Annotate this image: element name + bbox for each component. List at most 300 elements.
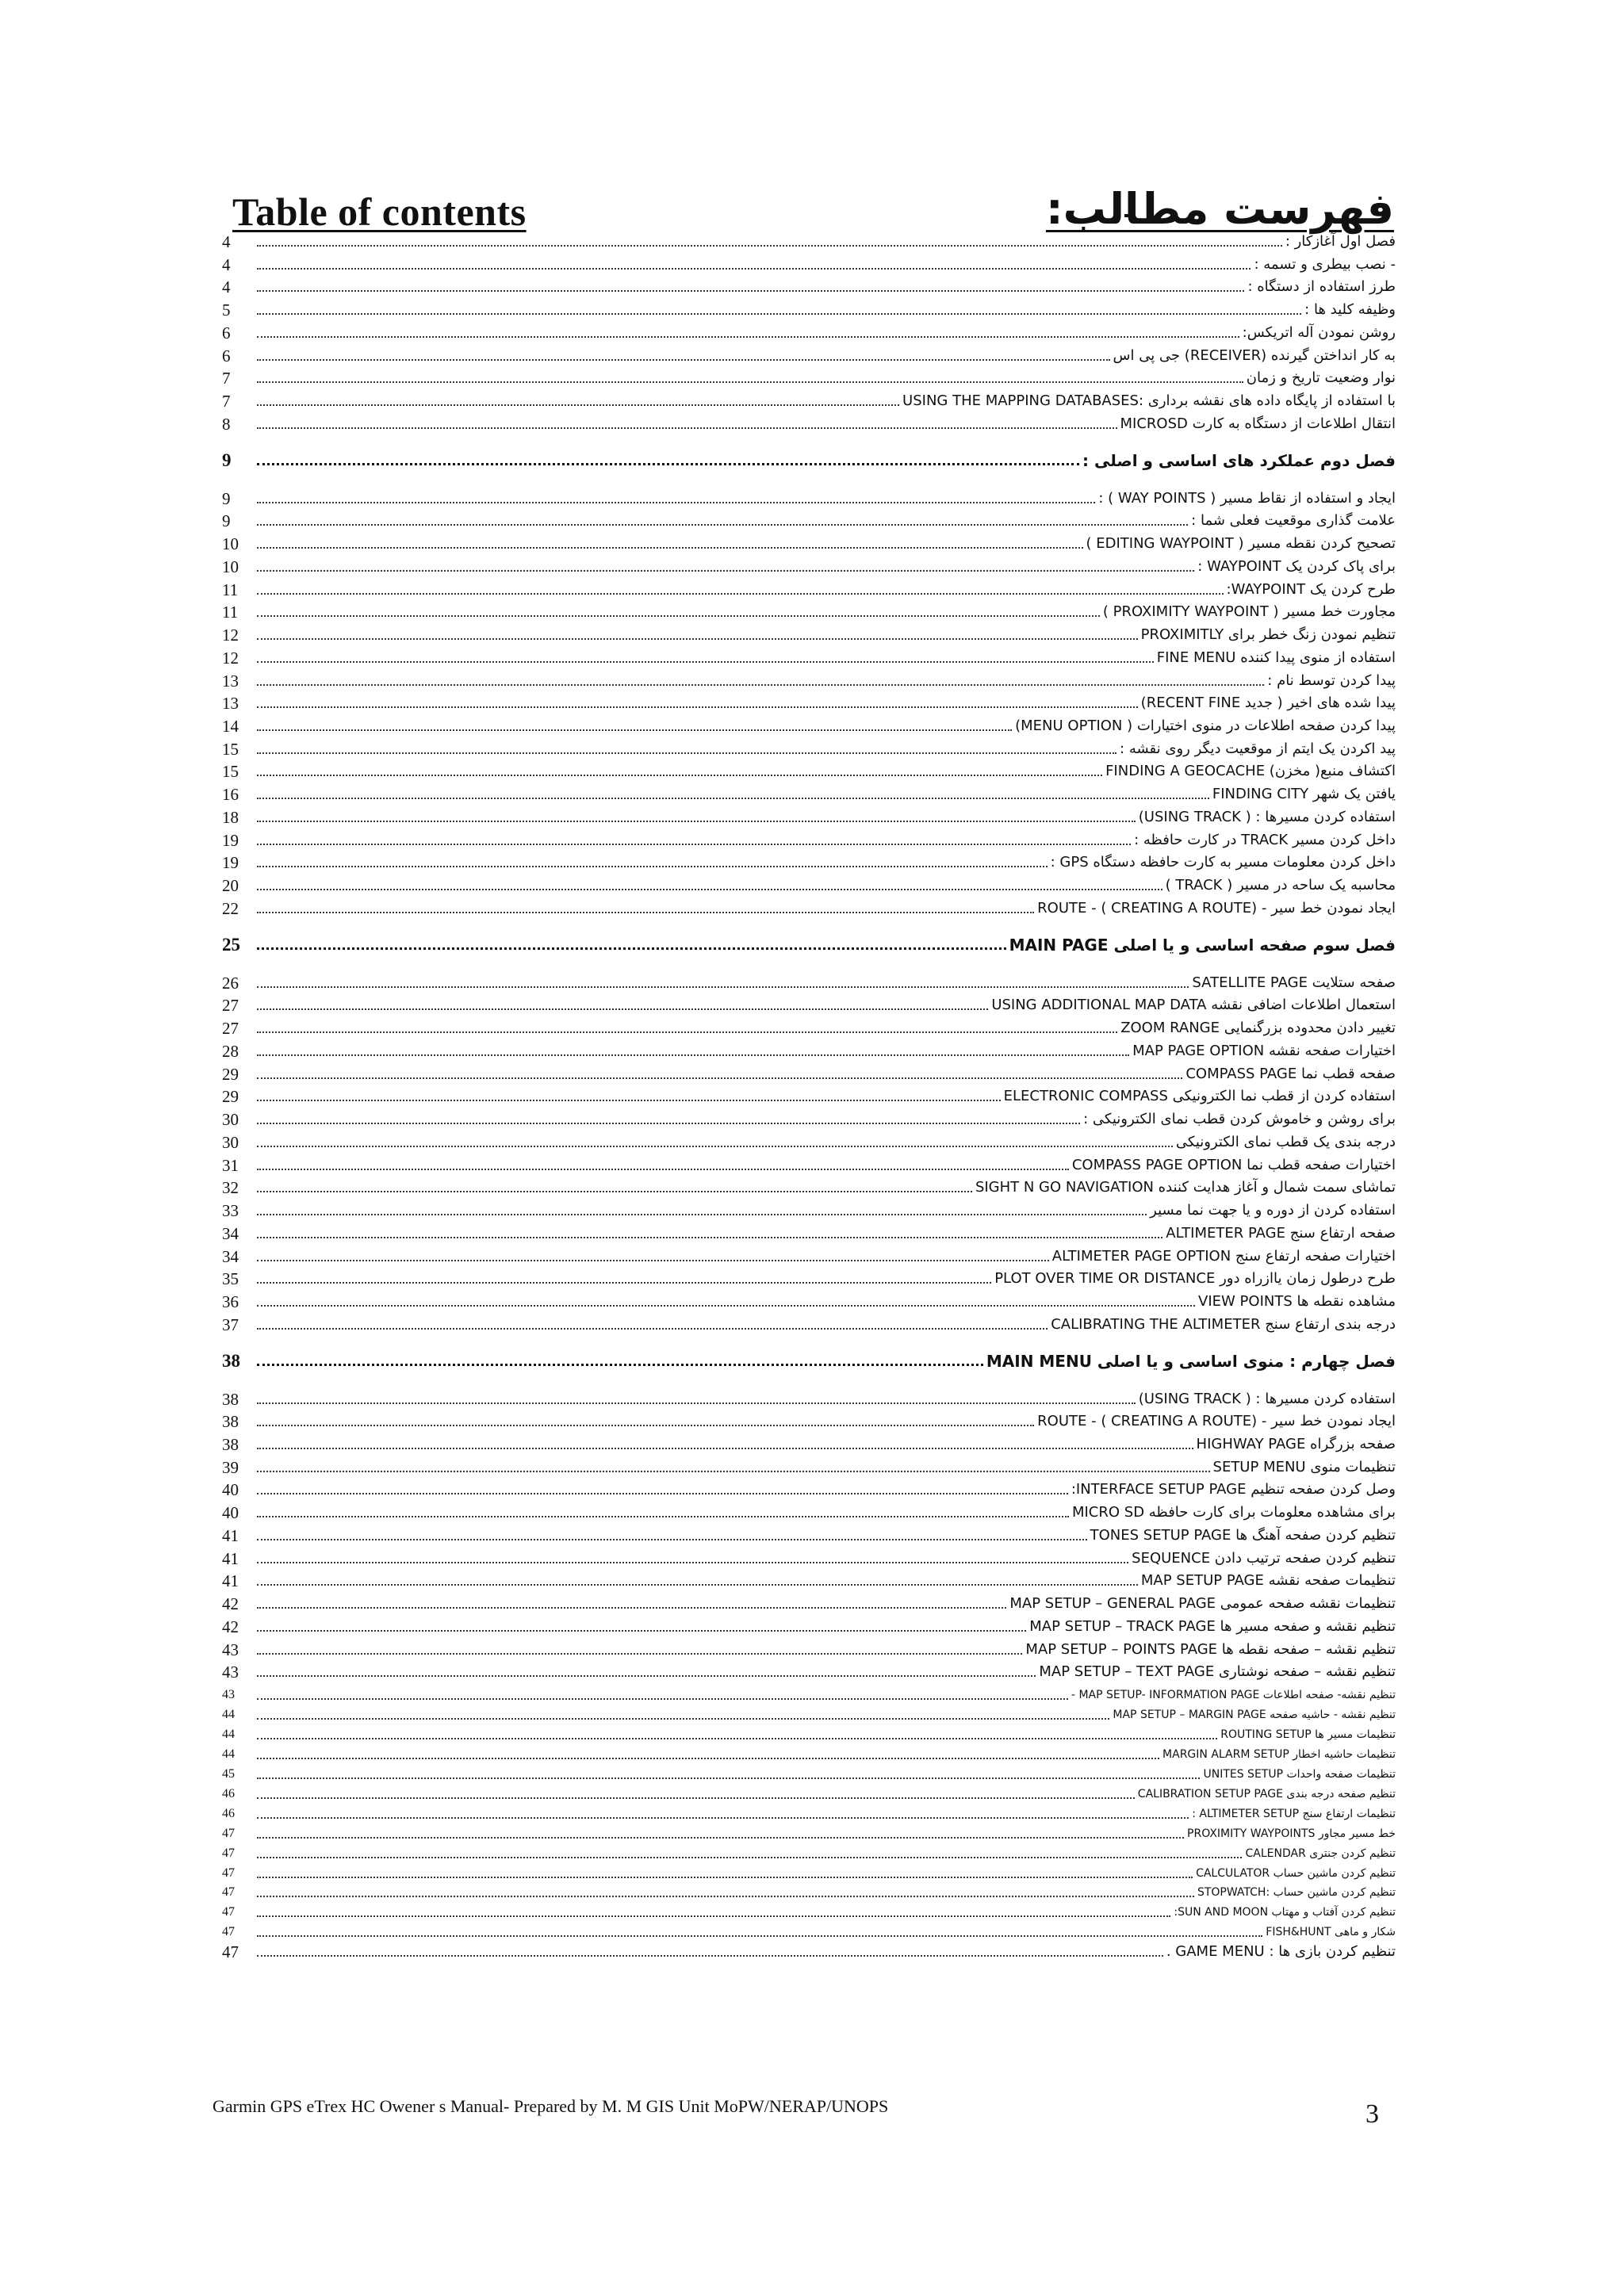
toc-entry-label: اختیارات صفحه ارتفاع سنج ALTIMETER PAGE OPTION [1051,1248,1396,1265]
toc-row [222,807,1396,828]
toc-row [222,1823,1396,1844]
toc-dot-leader [257,1328,1048,1330]
toc-dot-leader [257,1471,1210,1472]
toc-dot-leader [257,570,1194,572]
toc-page-number: 46 [222,1787,235,1800]
toc-page-number: 7 [222,369,231,388]
toc-dot-leader [257,1817,1189,1819]
toc-chapter-row [222,450,1396,471]
toc-dot-leader [257,1191,972,1192]
toc-dot-leader [257,866,1048,867]
toc-entry-label: پید اکردن یک ایتم از موقعیت دیگر روی نقشه : [1120,740,1396,757]
toc-row [222,1784,1396,1804]
toc-entry-label: صفحه قطب نما COMPASS PAGE [1185,1066,1396,1082]
toc-page-number: 13 [222,672,239,691]
toc-dot-leader [257,889,1162,890]
toc-page-number: 30 [222,1133,239,1152]
toc-row [222,1457,1396,1478]
toc-entry-label: اختیارات صفحه قطب نما COMPASS PAGE OPTION [1071,1157,1396,1173]
toc-dot-leader [257,798,1209,799]
toc-entry-label: روشن نمودن آله اتریکس: [1242,324,1396,341]
toc-title-persian: فهرست مطالب: [1045,184,1394,234]
toc-entry-label: برای روشن و خاموش کردن قطب نمای الکترونیکی : [1083,1111,1396,1127]
toc-entry-label: تنظیم کردن آفتاب و مهتاب SUN AND MOON: [1174,1906,1396,1919]
toc-page-number: 41 [222,1571,239,1590]
toc-entry-label: تنظیمات صفحه واحدات UNITES SETUP [1203,1768,1396,1781]
toc-entry-label: اکتشاف منبع( مخزن) FINDING A GEOCACHE [1105,763,1396,779]
toc-dot-leader [257,1758,1159,1759]
toc-entry-label: تغییر دادن محدوده بزرگنمایی ZOOM RANGE [1120,1020,1396,1036]
toc-page-number: 34 [222,1224,239,1243]
toc-dot-leader [257,404,899,406]
toc-dot-leader [257,427,1117,429]
toc-dot-leader [257,1877,1193,1878]
toc-dot-leader [257,684,1264,686]
toc-row [222,1064,1396,1085]
toc-page-number: 9 [222,511,231,530]
toc-entry-label: استفاده کردن مسیرها : ( USING TRACK) [1138,809,1396,825]
toc-dot-leader [257,547,1083,549]
toc-entry-label: طرز استفاده از دستگاه : [1247,278,1396,295]
toc-entry-label: پیدا شده های اخیر ( جدید RECENT FINE) [1140,695,1396,711]
toc-row [222,1314,1396,1335]
toc-row [222,784,1396,805]
toc-row [222,1018,1396,1039]
toc-row [222,1804,1396,1824]
toc-page-number: 42 [222,1594,239,1613]
toc-page-number: 12 [222,649,239,668]
toc-chapter-row [222,935,1396,955]
toc-row [222,1843,1396,1864]
page-number: 3 [1365,2099,1379,2129]
toc-dot-leader [257,986,1189,988]
toc-entry-label: برای مشاهده معلومات برای کارت حافظه MICRO SD [1071,1504,1396,1521]
toc-page-number: 31 [222,1156,239,1175]
toc-row [222,1223,1396,1244]
toc-dot-leader [257,502,1095,503]
toc-row [222,1155,1396,1176]
toc-page-number: 36 [222,1292,239,1311]
toc-entry-label: تنظیم کردن صفحه ترتیب دادن SEQUENCE [1132,1550,1396,1567]
toc-entry-label: پیدا کردن توسط نام : [1267,672,1396,689]
toc-row [222,1525,1396,1546]
toc-page-number: 29 [222,1087,239,1106]
toc-entry-label: تنظیم کردن صفحه آهنگ ها TONES SETUP PAGE [1090,1527,1396,1544]
toc-row [222,414,1396,434]
toc-page-number: 4 [222,277,231,297]
toc-page-number: 25 [222,935,240,955]
toc-row [222,1292,1396,1312]
toc-row [222,511,1396,531]
toc-page-number: 12 [222,626,239,645]
toc-dot-leader [257,1493,1068,1494]
toc-row [222,346,1396,366]
toc-dot-leader [257,359,1110,361]
toc-page-number: 19 [222,831,239,850]
toc-page-number: 38 [222,1435,239,1454]
toc-row [222,830,1396,851]
toc-page-number: 47 [222,1942,239,1961]
toc-row [222,1640,1396,1660]
toc-dot-leader [257,463,1079,465]
toc-page-number: 40 [222,1503,239,1522]
toc-entry-label: تنظیم نقشه – صفحه نقطه ها MAP SETUP – POINTS PAGE [1025,1641,1396,1658]
toc-entry-label: استفاده از منوی پیدا کننده FINE MENU [1156,649,1396,666]
toc-page-number: 28 [222,1042,239,1061]
toc-entry-label: صفحه ستلایت SATELLITE PAGE [1192,974,1396,991]
toc-dot-leader [257,1448,1193,1449]
toc-row [222,898,1396,919]
toc-page-number: 35 [222,1269,239,1288]
toc-entry-label: برای پاک کردن یک WAYPOINT : [1197,558,1396,575]
toc-dot-leader [257,1584,1138,1586]
toc-row [222,1724,1396,1745]
toc-entry-label: طرح درطول زمان یاازراه دور PLOT OVER TIME OR DISTANCE [994,1270,1396,1287]
toc-page-number: 33 [222,1201,239,1220]
toc-page-number: 27 [222,996,239,1015]
toc-entry-label: محاسبه یک ساحه در مسیر ( TRACK ) [1165,877,1396,894]
toc-dot-leader [257,313,1301,315]
toc-dot-leader [257,1738,1217,1739]
toc-page-number: 30 [222,1110,239,1129]
toc-page-number: 47 [222,1846,235,1860]
toc-dot-leader [257,1123,1080,1124]
toc-row [222,1109,1396,1130]
toc-row [222,1041,1396,1062]
toc-entry-label: تنظیم کردن ماشین حساب :STOPWATCH [1197,1886,1396,1899]
toc-dot-leader [257,729,1012,731]
toc-dot-leader [257,1562,1128,1563]
toc-row [222,1662,1396,1682]
toc-dot-leader [257,1260,1049,1261]
toc-dot-leader [257,245,1282,247]
toc-row [222,323,1396,343]
toc-entry-label: تنظیمات منوی SETUP MENU [1212,1459,1396,1475]
toc-page-number: 47 [222,1885,235,1899]
toc-page-number: 29 [222,1065,239,1084]
toc-dot-leader [257,1305,1195,1307]
toc-dot-leader [257,1896,1194,1897]
toc-page-number: 47 [222,1827,235,1840]
toc-row [222,1548,1396,1569]
toc-dot-leader [257,1214,1147,1215]
toc-row [222,973,1396,993]
toc-entry-label: ایجاد و استفاده از نقاط مسیر ( WAY POINTS ) : [1098,490,1396,507]
toc-entry-label: اختیارات صفحه نقشه MAP PAGE OPTION [1132,1043,1396,1059]
toc-dot-leader [257,1630,1026,1632]
toc-entry-label: تنظیمات نقشه صفحه عمومی MAP SETUP – GENERAL PAGE [1009,1595,1396,1612]
toc-dot-leader [257,1718,1109,1720]
toc-row [222,580,1396,600]
toc-row [222,671,1396,691]
toc-row [222,534,1396,554]
toc-row [222,1744,1396,1765]
toc-page-number: 27 [222,1019,239,1038]
toc-page-number: 20 [222,876,239,895]
toc-dot-leader [257,1935,1262,1937]
toc-dot-leader [257,1915,1170,1917]
toc-row [222,1705,1396,1725]
toc-row [222,1086,1396,1107]
toc-page-number: 6 [222,346,231,365]
toc-entry-label: استفاده کردن از قطب نما الکترونیکی ELECTRONIC COMPASS [1003,1088,1396,1104]
toc-page-number: 44 [222,1708,235,1721]
toc-page-number: 43 [222,1688,235,1701]
toc-page-number: 15 [222,740,239,759]
toc-entry-label: صفحه بزرگراه HIGHWAY PAGE [1196,1436,1396,1452]
toc-entry-label: درجه بندی یک قطب نمای الکترونیکی [1175,1134,1396,1150]
toc-entry-label: با استفاده از پایگاه داده های نقشه برداری :USING THE MAPPING DATABASES [902,392,1396,409]
toc-entry-label: تنظیمات صفحه نقشه MAP SETUP PAGE [1140,1572,1396,1589]
toc-row [222,1177,1396,1198]
toc-dot-leader [257,844,1131,845]
toc-page-number: 26 [222,974,239,993]
toc-dot-leader [257,381,1243,383]
toc-page-number: 18 [222,808,239,827]
toc-row [222,1479,1396,1500]
toc-dot-leader [257,1675,1036,1677]
toc-dot-leader [257,661,1154,663]
toc-row [222,1685,1396,1705]
toc-row [222,1863,1396,1884]
toc-page-number: 19 [222,853,239,872]
toc-entry-label: استعمال اطلاعات اضافی نقشه USING ADDITIONAL MAP DATA [991,997,1396,1013]
toc-page-number: 10 [222,534,239,553]
toc-page-number: 9 [222,450,232,470]
toc-page-number: 45 [222,1767,235,1781]
toc-dot-leader [257,1516,1069,1517]
toc-entry-label: استفاده کردن مسیرها : ( USING TRACK) [1138,1391,1396,1407]
toc-row [222,557,1396,577]
toc-entry-label: تنظیم کردن جنتری CALENDAR [1245,1847,1396,1860]
toc-dot-leader [257,752,1116,754]
toc-dot-leader [257,821,1136,822]
toc-page-number: 6 [222,323,231,342]
toc-page-number: 16 [222,785,239,804]
toc-entry-label: پیدا کردن صفحه اطلاعات در منوی اختیارات ( MENU OPTION) [1015,718,1396,734]
toc-entry-label: تنظیمات حاشیه اخطار MARGIN ALARM SETUP [1162,1748,1396,1761]
toc-row [222,1269,1396,1289]
toc-page-number: 43 [222,1640,239,1659]
toc-page-number: 41 [222,1549,239,1568]
toc-dot-leader [257,638,1138,640]
toc-entry-label: مجاورت خط مسیر ( PROXIMITY WAYPOINT ) [1102,603,1396,620]
toc-title-english: Table of contents [232,189,527,234]
toc-row [222,1411,1396,1432]
toc-entry-label: یافتن یک شهر FINDING CITY [1212,786,1396,802]
toc-row [222,1594,1396,1614]
toc-page-number: 11 [222,603,239,622]
toc-entry-label: علامت گذاری موقعیت فعلی شما : [1191,512,1396,529]
toc-row [222,995,1396,1016]
toc-page-number: 7 [222,392,231,411]
toc-dot-leader [257,1031,1117,1033]
toc-page-number: 46 [222,1807,235,1820]
toc-entry-label: تنظیمات ارتفاع سنج ALTIMETER SETUP : [1192,1808,1396,1820]
toc-chapter-row [222,1351,1396,1372]
toc-entry-label: داخل کردن معلومات مسیر به کارت حافظه دستگاه GPS : [1050,854,1396,871]
toc-row [222,1942,1396,1962]
toc-entry-label: تنظیم نقشه و صفحه مسیر ها MAP SETUP – TRACK PAGE [1029,1618,1396,1635]
toc-row [222,1434,1396,1455]
toc-entry-label: تماشای سمت شمال و آغاز هدایت کننده SIGHT N GO NAVIGATION [975,1179,1396,1196]
toc-entry-label: فصل اول آغازکار : [1285,233,1396,250]
toc-entry-label: شکار و ماهی FISH&HUNT [1266,1926,1396,1938]
toc-dot-leader [257,524,1188,526]
toc-entry-label: تنظیم نقشه - حاشیه صفحه MAP SETUP – MARGIN PAGE [1113,1709,1396,1721]
toc-page-number: 32 [222,1178,239,1197]
toc-page-number: 15 [222,762,239,781]
toc-dot-leader [257,593,1224,595]
toc-entry-label: فصل سوم صفحه اساسی و یا اصلی MAIN PAGE [1009,936,1396,955]
toc-dot-leader [257,1539,1087,1540]
toc-dot-leader [257,1364,983,1366]
toc-row [222,739,1396,760]
toc-dot-leader [257,1054,1129,1056]
toc-page-number: 47 [222,1905,235,1919]
toc-dot-leader [257,1282,991,1284]
toc-page-number: 43 [222,1663,239,1682]
toc-page-number: 14 [222,717,239,736]
toc-page-number: 8 [222,415,231,434]
toc-page-number: 22 [222,899,239,918]
toc-dot-leader [257,1837,1184,1839]
toc-dot-leader [257,1425,1034,1426]
toc-page-number: 44 [222,1747,235,1761]
toc-dot-leader [257,1955,1163,1957]
toc-page-number: 39 [222,1458,239,1477]
toc-dot-leader [257,1777,1200,1779]
toc-entry-label: انتقال اطلاعات از دستگاه به کارت MICROSD [1120,415,1396,432]
toc-row [222,693,1396,714]
toc-page-number: 9 [222,489,231,508]
toc-row [222,254,1396,275]
toc-entry-label: داخل کردن مسیر TRACK در کارت حافظه : [1134,832,1396,848]
toc-row [222,368,1396,388]
toc-entry-label: - نصب بیطری و تسمه : [1254,256,1396,273]
toc-row [222,648,1396,668]
toc-entry-label: ایجاد نمودن خط سیر - ROUTE - ( CREATING A ROUTE) [1037,1413,1396,1429]
toc-entry-label: تنظیم کردن ماشین حساب CALCULATOR [1196,1867,1396,1880]
toc-row [222,300,1396,320]
toc-entry-label: طرح کردن یک WAYPOINT: [1226,581,1396,598]
toc-entry-label: به کار انداختن گیرنده (RECEIVER) جی پی اس [1113,347,1396,364]
toc-page-number: 44 [222,1728,235,1741]
toc-row [222,1200,1396,1221]
toc-dot-leader [257,1857,1242,1858]
toc-row [222,391,1396,411]
toc-entry-label: تنظیم نمودن زنگ خطر برای PROXIMITLY [1140,626,1396,643]
toc-page-number: 42 [222,1617,239,1636]
toc-entry-label: تنظیمات مسیر ها ROUTING SETUP [1220,1728,1396,1741]
toc-page-number: 37 [222,1315,239,1334]
toc-entry-label: خط مسیر مجاور PROXIMITY WAYPOINTS [1187,1827,1396,1840]
toc-page-number: 4 [222,232,231,251]
toc-dot-leader [257,615,1100,617]
toc-entry-label: تنظیم کردن بازی ها : GAME MENU . [1166,1943,1396,1960]
toc-row [222,852,1396,873]
toc-row [222,625,1396,645]
toc-entry-label: مشاهده نقطه ها VIEW POINTS [1198,1293,1396,1310]
toc-page-number: 34 [222,1247,239,1266]
toc-dot-leader [257,706,1138,708]
toc-page-number: 40 [222,1480,239,1499]
toc-dot-leader [257,775,1102,776]
toc-row [222,602,1396,622]
toc-dot-leader [257,1653,1022,1655]
toc-dot-leader [257,1169,1069,1170]
toc-page-number: 38 [222,1390,239,1409]
toc-entry-label: تنظیم نقشه – صفحه نوشتاری MAP SETUP – TEXT PAGE [1039,1663,1396,1680]
toc-row [222,488,1396,509]
toc-entry-label: تنظیم نقشه- صفحه اطلاعات MAP SETUP- INFORMATION PAGE - [1071,1689,1396,1701]
toc-page-number: 47 [222,1925,235,1938]
toc-entry-label: وظیفه کلید ها : [1304,301,1396,318]
toc-dot-leader [257,1008,988,1010]
toc-row [222,277,1396,297]
toc-page-number: 11 [222,580,239,599]
toc-row [222,1902,1396,1923]
toc-dot-leader [257,1237,1162,1238]
toc-row [222,875,1396,896]
toc-entry-label: درجه بندی ارتفاع سنج CALIBRATING THE ALTIMETER [1051,1316,1396,1333]
toc-entry-label: استفاده کردن از دوره و یا جهت نما مسیر [1150,1202,1396,1219]
toc-dot-leader [257,1146,1173,1147]
toc-dot-leader [257,1698,1068,1700]
toc-entry-label: نوار وضعیت تاریخ و زمان [1246,369,1396,386]
toc-entry-label: تنظیم صفحه درجه بندی CALIBRATION SETUP PAGE [1137,1788,1396,1800]
toc-row [222,1502,1396,1523]
toc-dot-leader [257,947,1006,950]
toc-page-number: 10 [222,557,239,576]
toc-entry-label: فصل دوم عملکرد های اساسی و اصلی : [1082,451,1396,470]
page-footer: Garmin GPS eTrex HC Owener s Manual- Prepared by M. M GIS Unit MoPW/NERAP/UNOPS [213,2096,889,2116]
toc-dot-leader [257,912,1034,913]
toc-dot-leader [257,1077,1182,1079]
toc-entry-label: تصحیح کردن نقطه مسیر ( EDITING WAYPOINT ) [1086,535,1396,552]
toc-row [222,716,1396,737]
toc-dot-leader [257,1797,1135,1799]
toc-dot-leader [257,1100,1001,1101]
toc-entry-label: ایجاد نمودن خط سیر - ROUTE - ( CREATING A ROUTE) [1037,900,1396,916]
toc-row [222,1132,1396,1153]
toc-row [222,1246,1396,1267]
toc-row [222,1922,1396,1942]
toc-row [222,761,1396,782]
toc-dot-leader [257,268,1251,270]
toc-row [222,1571,1396,1591]
toc-dot-leader [257,336,1239,338]
toc-page-number: 38 [222,1351,240,1371]
toc-page-number: 47 [222,1866,235,1880]
toc-dot-leader [257,1402,1136,1404]
toc-row [222,1764,1396,1785]
toc-row [222,1882,1396,1903]
toc-dot-leader [257,1607,1006,1609]
toc-row [222,1617,1396,1637]
toc-page-number: 38 [222,1412,239,1431]
toc-row [222,1389,1396,1410]
toc-page-number: 41 [222,1526,239,1545]
toc-dot-leader [257,290,1244,292]
toc-page-number: 4 [222,255,231,274]
toc-row [222,232,1396,252]
toc-page-number: 5 [222,300,231,320]
toc-entry-label: فصل چهارم : منوی اساسی و یا اصلی MAIN MENU [986,1352,1396,1371]
toc-entry-label: صفحه ارتفاع سنج ALTIMETER PAGE [1166,1225,1396,1242]
toc-entry-label: وصل کردن صفحه تنظیم INTERFACE SETUP PAGE: [1071,1481,1396,1498]
toc-page-number: 13 [222,694,239,713]
